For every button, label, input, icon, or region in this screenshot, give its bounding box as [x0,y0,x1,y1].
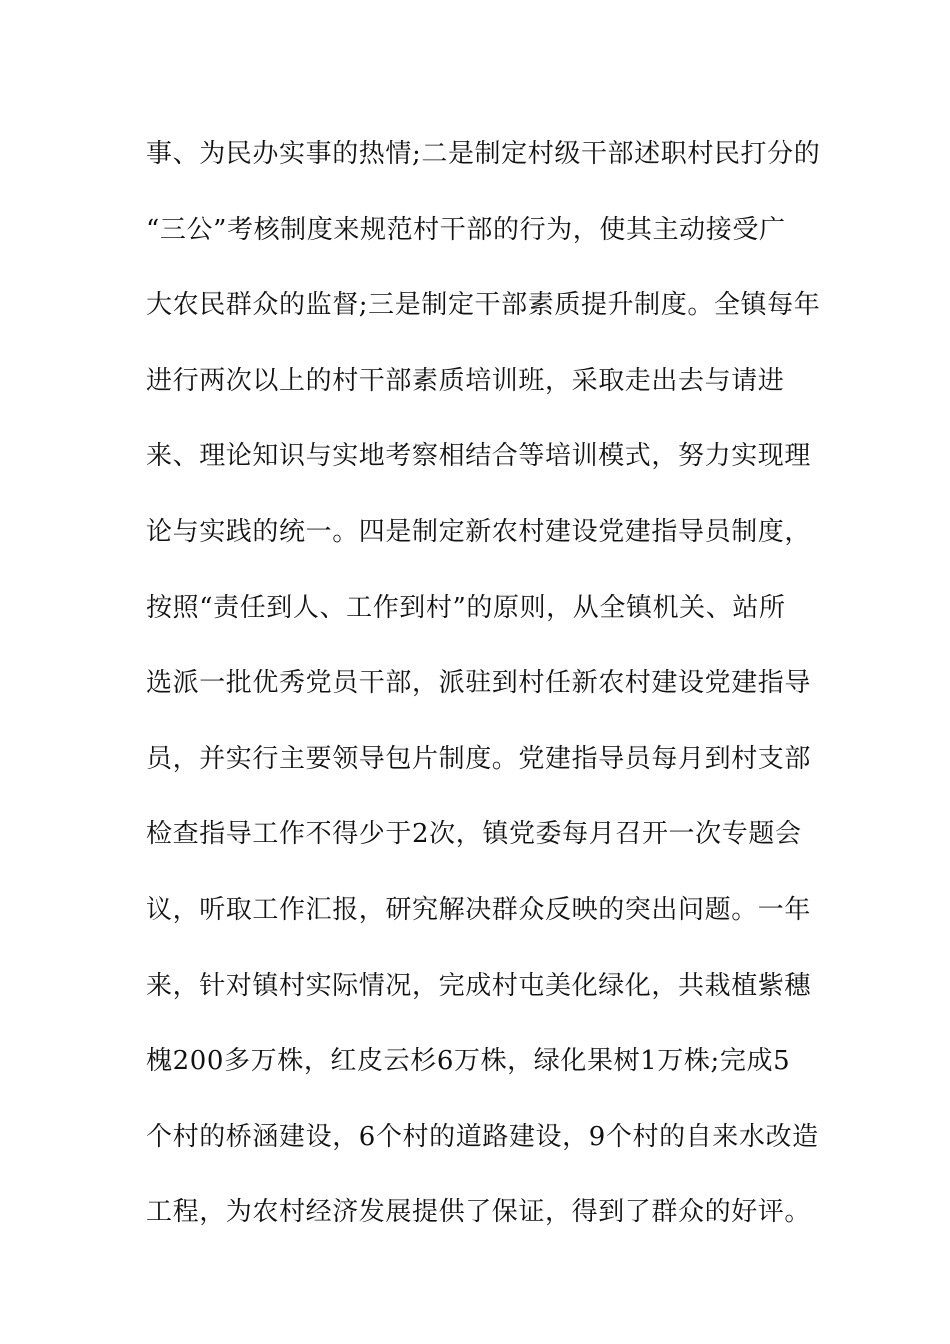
text-line: 按照“责任到人、工作到村”的原则，从全镇机关、站所 [146,592,786,623]
text-line: 事、为民办实事的热情;二是制定村级干部述职村民打分的 [146,139,821,169]
text-line: 个村的桥涵建设，6个村的道路建设，9个村的自来水改造 [146,1121,819,1152]
text-line: “三公”考核制度来规范村干部的行为，使其主动接受广 [146,214,786,245]
text-line: 槐200多万株，红皮云杉6万株，绿化果树1万株;完成5 [146,1046,791,1077]
text-line: 来，针对镇村实际情况，完成村屯美化绿化，共栽植紫穗 [146,970,812,1001]
body-paragraph [146,130,821,1264]
text-line: 进行两次以上的村干部素质培训班，采取走出去与请进 [146,365,785,396]
text-line: 来、理论知识与实地考察相结合等培训模式，努力实现理 [146,441,812,472]
text-line: 论与实践的统一。四是制定新农村建设党建指导员制度， [146,516,812,547]
text-line: 大农民群众的监督;三是制定干部素质提升制度。全镇每年 [146,290,821,321]
text-line: 员，并实行主要领导包片制度。党建指导员每月到村支部 [146,743,812,774]
text-line: 检查指导工作不得少于2次，镇党委每月召开一次专题会 [146,819,802,850]
text-line: 选派一批优秀党员干部，派驻到村任新农村建设党建指导 [146,668,812,699]
text-line: 工程，为农村经济发展提供了保证，得到了群众的好评。 [146,1197,812,1228]
text-line: 议，听取工作汇报，研究解决群众反映的突出问题。一年 [146,894,812,925]
